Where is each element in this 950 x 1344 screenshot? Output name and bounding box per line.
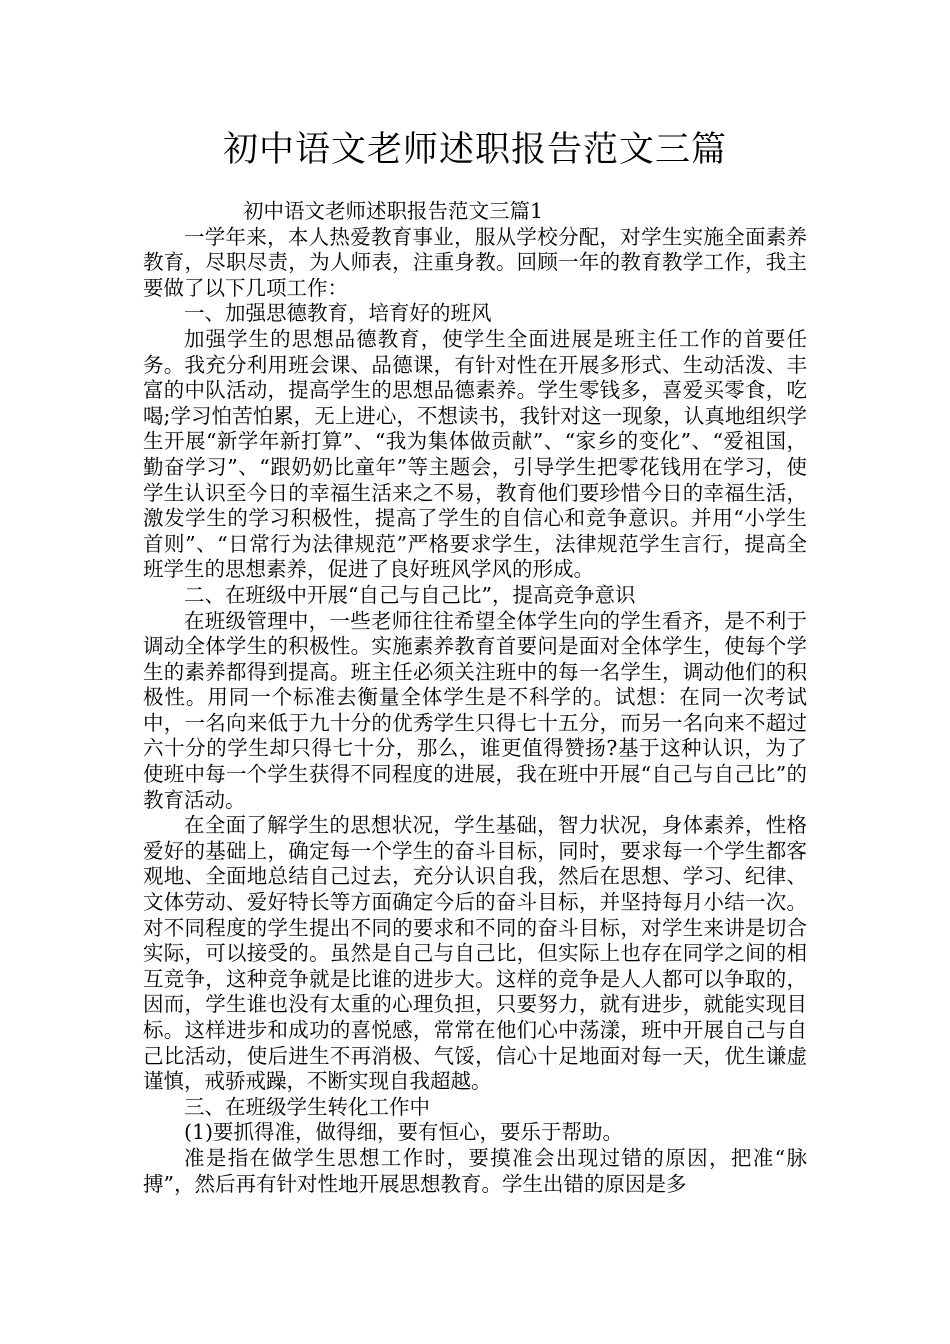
paragraph: 一学年来，本人热爱教育事业，服从学校分配，对学生实施全面素养教育，尽职尽责，为人师表，注重身教。回顾一年的教育教学工作，我主要做了以下几项工作：	[143, 224, 807, 300]
document-title: 初中语文老师述职报告范文三篇	[222, 130, 727, 170]
section-heading: 一、加强思德教育，培育好的班风	[184, 301, 492, 326]
section-heading: 三、在班级学生转化工作中	[184, 1094, 430, 1119]
document-body	[143, 199, 807, 1197]
paragraph: 在班级管理中，一些老师往往希望全体学生向的学生看齐，是不利于调动全体学生的积极性。实施素养教育首要问是面对全体学生，使每个学生的素养都得到提高。班主任必须关注班中的每一名学生，调动他们的积极性。用同一个标准去衡量全体学生是不科学的。试想：在同一次考试中，一名向来低于九十分的优秀学生只得七十五分，而另一名向来不超过六十分的学生却只得七十分，那么，谁更值得赞扬?基于这种认识，为了使班中每一个学生获得不同程度的进展，我在班中开展“自己与自己比”的教育活动。	[143, 608, 807, 812]
paragraph: 准是指在做学生思想工作时，要摸准会出现过错的原因，把准“脉搏”，然后再有针对性地开展思想教育。学生出错的原因是多	[143, 1145, 807, 1196]
paragraph: 在全面了解学生的思想状况，学生基础，智力状况，身体素养，性格爱好的基础上，确定每一个学生的奋斗目标，同时，要求每一个学生都客观地、全面地总结自己过去，充分认识自我，然后在思想、学习、纪律、文体劳动、爱好特长等方面确定今后的奋斗目标，并坚持每月小结一次。对不同程度的学生提出不同的要求和不同的奋斗目标，对学生来讲是切合实际，可以接受的。虽然是自己与自己比，但实际上也存在同学之间的相互竞争，这种竞争就是比谁的进步大。这样的竞争是人人都可以争取的，因而，学生谁也没有太重的心理负担，只要努力，就有进步，就能实现目标。这样进步和成功的喜悦感，常常在他们心中荡漾，班中开展自己与自己比活动，使后进生不再消极、气馁，信心十足地面对每一天，优生谦虚谨慎，戒骄戒躁，不断实现自我超越。	[143, 813, 807, 1094]
paragraph: 加强学生的思想品德教育，使学生全面进展是班主任工作的首要任务。我充分利用班会课、品德课，有针对性在开展多形式、生动活泼、丰富的中队活动，提高学生的思想品德素养。学生零钱多，喜爱买零食，吃喝;学习怕苦怕累，无上进心，不想读书，我针对这一现象，认真地组织学生开展“新学年新打算”、“我为集体做贡献”、“家乡的变化”、“爱祖国，勤奋学习”、“跟奶奶比童年”等主题会，引导学生把零花钱用在学习，使学生认识至今日的幸福生活来之不易，教育他们要珍惜今日的幸福生活，激发学生的学习积极性，提高了学生的自信心和竞争意识。并用“小学生首则”、“日常行为法律规范”严格要求学生，法律规范学生言行，提高全班学生的思想素养，促进了良好班风学风的形成。	[143, 326, 807, 582]
section-heading: 初中语文老师述职报告范文三篇1	[243, 199, 544, 223]
section-heading: 二、在班级中开展“自己与自己比”，提高竞争意识	[184, 582, 636, 607]
paragraph: (1)要抓得准，做得细，要有恒心，要乐于帮助。	[184, 1120, 624, 1145]
